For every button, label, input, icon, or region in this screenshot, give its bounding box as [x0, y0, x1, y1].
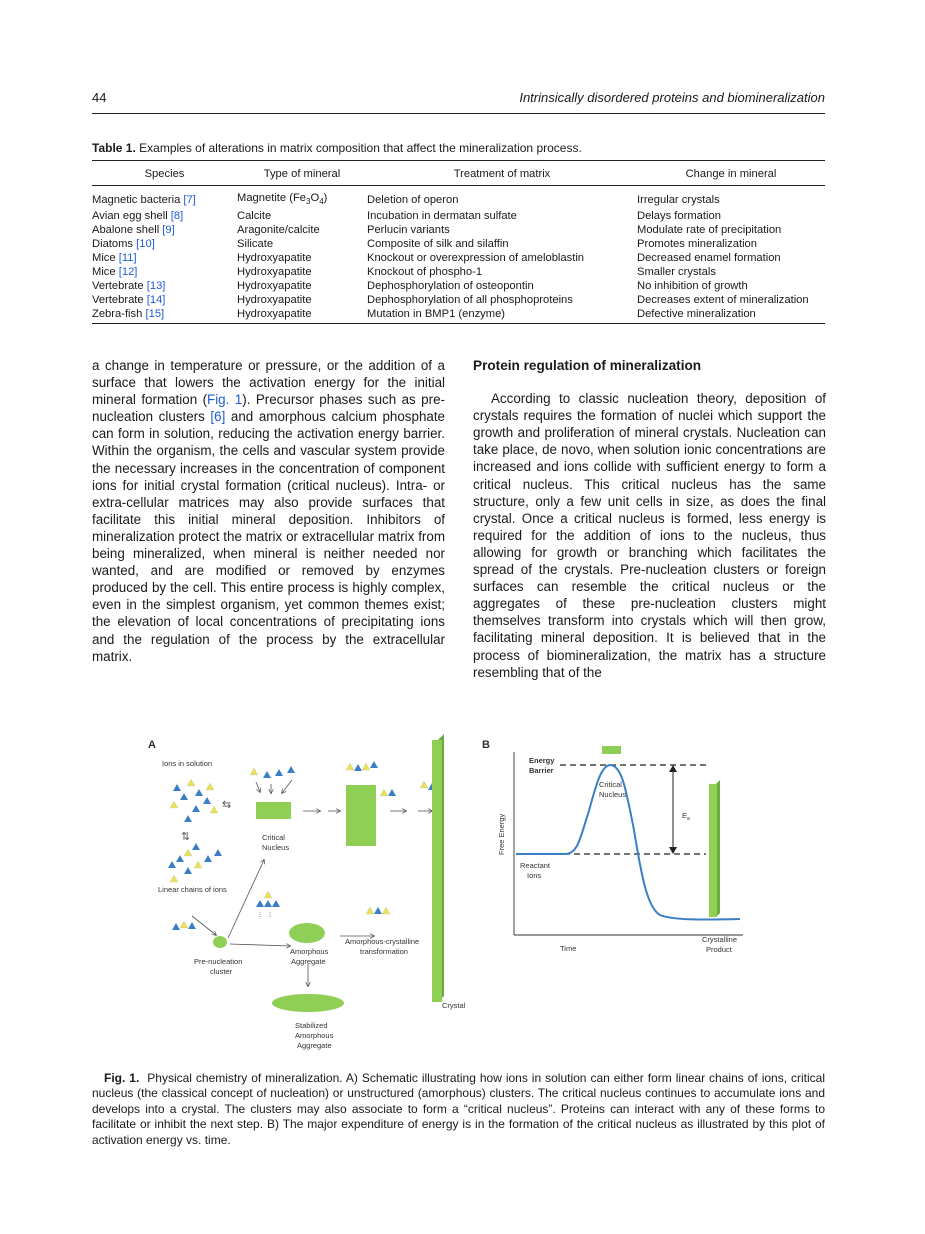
mineral-cell: Magnetite $(Fe_3O_4)$ — [237, 192, 328, 207]
product-crystal-block — [709, 784, 717, 917]
energy-barrier-label-1: Energy — [529, 756, 555, 765]
table-caption — [92, 141, 832, 155]
citation-link[interactable]: [9] — [162, 224, 175, 237]
amorphous-aggregate — [289, 923, 325, 943]
species-cell — [92, 279, 237, 293]
small-ions — [172, 921, 196, 930]
change-cell: Delays formation — [637, 210, 721, 223]
amorphous-crystalline-label-1: Amorphous-crystalline — [345, 937, 420, 946]
x-axis-label: Time — [560, 944, 577, 953]
amorphous-aggregate-label-2: Aggregate — [291, 957, 326, 966]
body-text: a change in temperature or pressure, or the addition of a surface that lowers the activation energy for the initial mineral formation ( — [92, 358, 445, 408]
linear-chains-label: Linear chains of ions — [158, 885, 227, 894]
header-rule — [92, 113, 825, 114]
table-header-row — [92, 164, 825, 185]
citation-link[interactable]: [7] — [183, 194, 196, 207]
species-name: Abalone shell — [92, 224, 160, 237]
table-row — [92, 223, 825, 237]
table-body — [92, 185, 825, 321]
treatment-cell: Dephosphorylation of all phosphoproteins — [367, 294, 573, 307]
critical-nucleus-b-label-1: Critical — [599, 780, 622, 789]
species-cell — [92, 265, 237, 279]
mineral-cell: Hydroxyapatite — [237, 308, 312, 321]
treatment-cell: Dephosphorylation of osteopontin — [367, 280, 534, 293]
table-row — [92, 209, 825, 223]
amorphous-crystalline-label-2: transformation — [360, 947, 408, 956]
product-label-2: Product — [706, 945, 732, 954]
pre-nucleation-label-1: Pre-nucleation — [194, 957, 243, 966]
figure-1 — [140, 730, 800, 1060]
table-caption-text: Examples of alterations in matrix composition that affect the mineralization process. — [139, 141, 582, 155]
stabilized-label-1: Stabilized — [295, 1021, 328, 1030]
citation-link[interactable]: [10] — [136, 238, 155, 251]
mineral-cell: Hydroxyapatite — [237, 252, 312, 265]
table-row — [92, 251, 825, 265]
change-cell: Promotes mineralization — [637, 238, 758, 251]
species-cell — [92, 251, 237, 265]
species-name: Diatoms — [92, 238, 134, 251]
mineral-cell: Calcite — [237, 210, 272, 223]
species-name: Magnetic bacteria — [92, 194, 181, 207]
mineral-cell: Aragonite/calcite — [237, 224, 320, 237]
column-header: Type of mineral — [263, 168, 341, 180]
crystal-label: Crystal — [442, 1001, 466, 1010]
species-cell — [92, 209, 237, 223]
critical-nucleus-b-label-2: Nucleus — [599, 790, 627, 799]
change-cell: Decreases extent of mineralization — [637, 294, 809, 307]
figure-caption — [92, 1071, 825, 1148]
equilibrium-arrow-icon: ⇆ — [222, 798, 232, 811]
change-cell: No inhibition of growth — [637, 280, 748, 293]
product-label-1: Crystalline — [702, 935, 738, 944]
table-bottom-rule — [92, 323, 825, 324]
critical-nucleus-label-2: Nucleus — [262, 843, 290, 852]
change-cell: Smaller crystals — [637, 266, 716, 279]
citation-link[interactable]: [12] — [118, 266, 138, 279]
section-heading: Protein regulation of mineralization — [473, 358, 702, 373]
reactant-label-1: Reactant — [520, 861, 551, 870]
pre-nucleation-cluster — [213, 936, 227, 948]
column-header: Change in mineral — [685, 168, 777, 180]
y-axis-label: Free Energy — [497, 813, 506, 855]
growing-crystal-block — [346, 785, 376, 846]
citation-link[interactable]: [13] — [146, 280, 166, 293]
species-cell — [92, 307, 237, 321]
change-cell: Defective mineralization — [637, 308, 756, 321]
table-label: Table 1. — [92, 141, 136, 155]
citation-link[interactable]: [8] — [170, 210, 184, 223]
table-row — [92, 237, 825, 251]
table-row — [92, 185, 825, 209]
barrier-nucleus-block — [602, 746, 621, 754]
species-cell — [92, 223, 237, 237]
amorphous-aggregate-label-1: Amorphous — [290, 947, 329, 956]
crystal-block — [432, 740, 442, 1002]
right-column-text — [473, 357, 826, 681]
treatment-cell: Mutation in BMP1 (enzyme) — [367, 308, 506, 321]
panel-b-label: B — [482, 739, 490, 751]
species-cell — [92, 293, 237, 307]
table-row — [92, 279, 825, 293]
ions-in-solution-cluster — [170, 779, 218, 822]
pre-nucleation-label-2: cluster — [210, 967, 233, 976]
body-text: ). Precursor phases such as pre-nucleation clusters — [92, 392, 445, 425]
energy-barrier-label-2: Barrier — [529, 766, 554, 775]
minerals-table — [92, 164, 825, 321]
table-row — [92, 265, 825, 279]
species-name: Zebra-fish — [92, 308, 143, 321]
mineral-cell: Hydroxyapatite — [237, 280, 312, 293]
mineral-cell: Hydroxyapatite — [237, 266, 312, 279]
table-row — [92, 293, 825, 307]
citation-link[interactable]: [14] — [146, 294, 166, 307]
table-top-rule — [92, 160, 825, 161]
energy-curve — [516, 765, 740, 920]
page-number: 44 — [92, 90, 107, 105]
column-header: Species — [144, 168, 185, 180]
treatment-cell: Incubation in dermatan sulfate — [367, 210, 517, 223]
change-cell: Decreased enamel formation — [637, 252, 781, 265]
citation-link[interactable]: [15] — [145, 308, 165, 321]
stabilized-label-2: Amorphous — [295, 1031, 334, 1040]
mineral-cell: Hydroxyapatite — [237, 294, 312, 307]
species-name: Mice — [92, 266, 116, 279]
stabilized-label-3: Aggregate — [297, 1041, 332, 1050]
body-text: and amorphous calcium phosphate can form in solution, reducing the activation energy barrier. Within the organism, the cells and vascular system provide the necessary increases in the concentration of component ions for initial crystal formation (critical nucleus). Intra- or extra-cellular matrices may also provide surfaces that facilitate this initial mineral deposition. Inhibitors of mineralization protect the matrix or extracellular matrix from being mineralized, when mineral is neither needed nor wanted, and are modified or removed by enzymes produced by the cell. This entire process is highly complex, even in the simplest organism, yet common themes exist; the elevation of local concentrations of precipitating ions and the regulation of the process by the extracellular matrix. — [92, 409, 446, 664]
falling-ions — [250, 766, 295, 778]
species-cell — [92, 237, 237, 251]
stabilized-amorphous-aggregate — [272, 994, 344, 1012]
treatment-cell: Knockout or overexpression of ameloblastin — [367, 252, 585, 265]
table-row — [92, 307, 825, 321]
citation-link[interactable]: [11] — [118, 252, 137, 265]
treatment-cell: Knockout of phospho-1 — [367, 266, 483, 279]
treatment-cell: Composite of silk and silaffin — [367, 238, 509, 251]
ions-in-solution-label: Ions in solution — [162, 759, 213, 768]
figure-caption-text: Physical chemistry of mineralization. A) Schematic illustrating how ions in solution can either form linear chains of ions, critical nucleus (the classical concept of nucleation) or unstructured (amorphous) clusters. The critical nucleus continues to accumulate ions and develops into a crystal. The clusters may also associate to form a “critical nucleus”. Proteins can interact with any of these forms to facilitate or inhibit the next step. B) The major expenditure of energy is in the formation of the critical nucleus as illustrated by this plot of activation energy vs. time. — [92, 1071, 826, 1147]
figure-reference-link[interactable]: Fig. 1 — [207, 392, 243, 408]
change-cell: Modulate rate of precipitation — [637, 224, 782, 237]
species-name: Mice — [92, 252, 116, 265]
critical-nucleus-block — [256, 802, 291, 819]
critical-nucleus-label-1: Critical — [262, 833, 285, 842]
ions-above-aggregate — [256, 891, 280, 907]
panel-a-label: A — [148, 739, 156, 751]
change-cell: Irregular crystals — [637, 194, 720, 207]
left-column-text — [92, 357, 445, 665]
body-paragraph: According to classic nucleation theory, deposition of crystals requires the formation of nuclei which support the growth and proliferation of mineral crystals. Nucleation can take place, de novo, when solution ionic concentrations are increased and ions collide with sufficient energy to form a critical nucleus. This critical nucleus has the same structure, only a few unit cells in size, as does the final crystal. Once a critical nucleus is formed, less energy is required for the addition of ions to the nucleus, thus allowing for growth or branching which facilitates the spread of the crystals. Pre-nucleation clusters or foreign surfaces can resemble the critical nucleus or the aggregates of these pre-nucleation clusters might themselves transform into crystals which will then grow, facilitating mineral deposition. It is believed that in the process of biomineralization, the matrix has a structure resembling that of the — [473, 391, 826, 680]
species-name: Avian egg shell — [92, 210, 168, 223]
figure-label: Fig. 1. — [104, 1071, 140, 1085]
species-name: Vertebrate — [92, 280, 144, 293]
activation-energy-label: $E_a$ — [682, 811, 690, 822]
mineral-cell: Silicate — [237, 238, 274, 251]
running-title: Intrinsically disordered proteins and biomineralization — [519, 90, 825, 105]
species-cell — [92, 185, 237, 209]
treatment-cell: Deletion of operon — [367, 194, 459, 207]
linear-chains-cluster — [168, 843, 222, 882]
column-header: Treatment of matrix — [453, 168, 551, 180]
treatment-cell: Perlucin variants — [367, 224, 450, 237]
citation-link[interactable]: [6] — [210, 409, 226, 425]
ions-above-transformation — [366, 907, 390, 914]
reactant-label-2: Ions — [527, 871, 542, 880]
species-name: Vertebrate — [92, 294, 144, 307]
equilibrium-arrow-icon: ⇅ — [181, 830, 191, 843]
